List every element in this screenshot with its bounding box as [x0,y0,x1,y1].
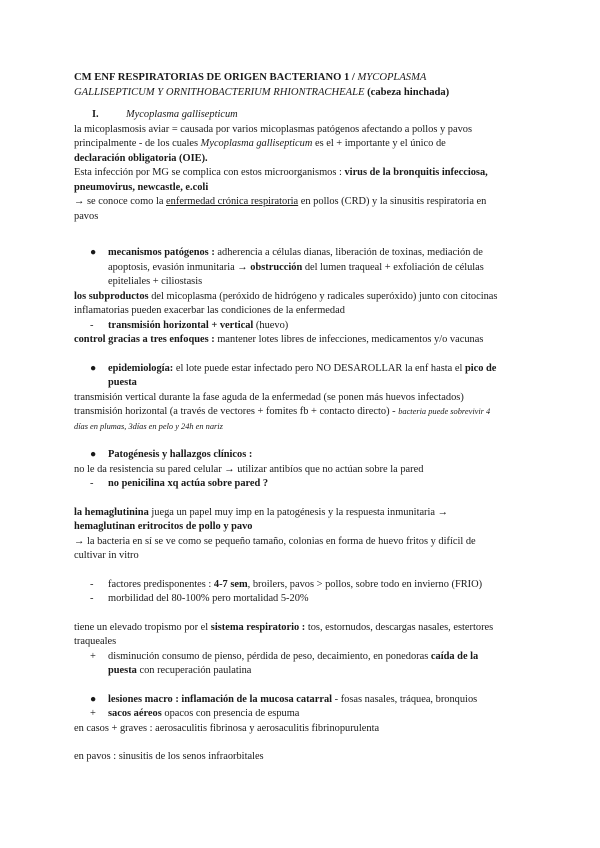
paragraph: la micoplasmosis aviar = causada por varios micoplasmas patógenos afectando a pollos y pavos [74,123,472,135]
paragraph: días en plumas, 3días en pelo y 24h en nariz [74,421,223,431]
paragraph: → la bacteria en sí se ve como se pequeño tamaño, colonias en forma de huevo fritos y difícil de [74,535,476,547]
paragraph: principalmente - de los cuales Mycoplasma gallisepticum es el + importante y el único de [74,138,446,149]
paragraph: transmisión horizontal (a través de vectores + fomites fb + contacto directo) - bacteria puede sobrevivir 4 [74,406,491,417]
dash-icon: - [90,593,94,604]
paragraph: pneumovirus, newcastle, e.coli [74,181,209,193]
dash-icon: - [90,478,94,489]
paragraph: pavos [74,210,99,222]
plus-icon: + [90,708,96,719]
bullet-item: ● Patogénesis y hallazgos clínicos : [74,448,530,463]
bullet-item: ● epidemiología: el lote puede estar infectado pero NO DESAROLLAR la enf hasta el pico de [74,362,530,377]
paragraph: los subproductos del micoplasma (peróxido de hidrógeno y radicales superóxido) junto con citocinas [74,290,498,302]
document-body [74,70,530,765]
paragraph: Esta infección por MG se complica con estos microorganismos : virus de la bronquitis infecciosa, [74,167,488,178]
dash-item: - transmisión horizontal + vertical (huevo) [74,319,530,334]
plus-icon: + [90,650,96,662]
paragraph: no le da resistencia su pared celular → utilizar antibíos que no actúan sobre la pared [74,463,424,475]
paragraph: hemaglutinan eritrocitos de pollo y pavo [74,521,253,532]
dash-item: - factores predisponentes : 4-7 sem, broilers, pavos > pollos, sobre todo en invierno (FRIO) [74,578,530,593]
plus-item: + sacos aéreos opacos con presencia de espuma [74,707,530,722]
dash-item: - morbilidad del 80-100% pero mortalidad 5-20% [74,592,530,607]
doc-title-line-1: CM ENF RESPIRATORIAS DE ORIGEN BACTERIANO 1 / MYCOPLASMA [74,72,427,83]
bullet-item: ● lesiones macro : inflamación de la mucosa catarral - fosas nasales, tráquea, bronquios [74,693,530,708]
doc-title-line-2: GALLISEPTICUM Y ORNITHOBACTERIUM RHIONTRACHEALE (cabeza hinchada) [74,87,450,98]
bullet-continuation: apoptosis, evasión inmunitaria → obstrucción del lumen traqueal + exfoliación de células [108,261,484,273]
bullet-icon: ● [90,693,97,705]
paragraph: la hemaglutinina juega un papel muy imp en la patogénesis y la respuesta inmunitaria → [74,506,449,518]
paragraph: → se conoce como la enfermedad crónica respiratoria en pollos (CRD) y la sinusitis respiratoria en [74,196,487,207]
plus-continuation: puesta con recuperación paulatina [108,665,252,676]
paragraph: transmisión vertical durante la fase aguda de la enfermedad (se ponen más huevos infectados) [74,391,464,403]
paragraph: traqueales [74,636,117,647]
bullet-icon: ● [90,362,97,374]
bullet-continuation: puesta [108,377,137,388]
section-heading: I. Mycoplasma gallisepticum [92,109,238,120]
dash-item: - no penicilina xq actúa sobre pared ? [74,477,530,492]
paragraph: control gracias a tres enfoques : mantener lotes libres de infecciones, medicamentos y/o vacunas [74,334,484,345]
bullet-icon: ● [90,449,97,460]
paragraph: en pavos : sinusitis de los senos infraorbitales [74,751,264,762]
paragraph: tiene un elevado tropismo por el sistema respiratorio : tos, estornudos, descargas nasales, estertores [74,621,494,633]
bullet-icon: ● [90,247,97,258]
bullet-item: ● mecanismos patógenos : adherencia a células dianas, liberación de toxinas, mediación de [74,246,530,261]
paragraph: declaración obligatoria (OIE). [74,152,208,164]
plus-item: + disminución consumo de pienso, pérdida de peso, decaimiento, en ponedoras caída de la [74,650,530,665]
paragraph: cultivar in vitro [74,550,139,561]
bullet-continuation: epiteliales + ciliostasis [108,276,203,287]
dash-icon: - [90,578,94,590]
paragraph: en casos + graves : aerosaculitis fibrinosa y aerosaculitis fibrinopurulenta [74,722,380,734]
paragraph: inflamatorias pueden exacerbar las condiciones de la enfermedad [74,305,345,316]
dash-icon: - [90,319,94,331]
